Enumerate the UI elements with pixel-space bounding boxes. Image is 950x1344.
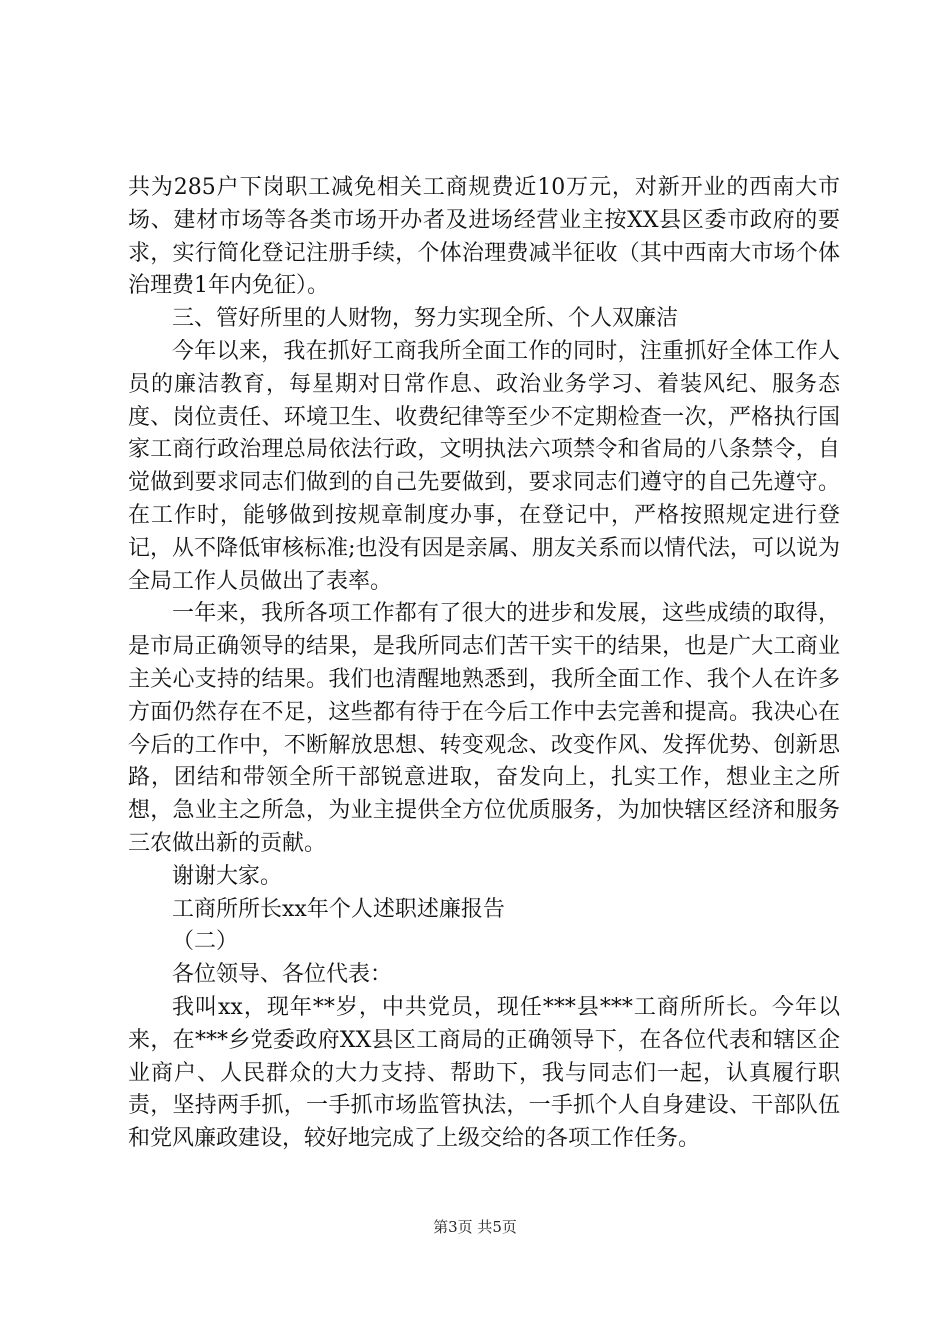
- page-number-footer: 第3页 共5页: [433, 1218, 517, 1236]
- paragraph-thanks: 谢谢大家。: [172, 863, 283, 889]
- paragraph-self-introduction: 我叫xx，现年**岁，中共党员，现任***县***工商所所长。今年以来，在***乡党委政府XX县区工商局的正确领导下，在各位代表和辖区企业商户、人民群众的大力支持、帮助下，我与同志们一起，认真履行职责，坚持两手抓，一手抓市场监管执法，一手抓个人自身建设、干部队伍和党风廉政建设，较好地完成了上级交给的各项工作任务。: [128, 994, 840, 1152]
- document-body: [128, 172, 840, 1156]
- salutation: 各位领导、各位代表：: [172, 962, 393, 988]
- paragraph-integrity-education: 今年以来，我在抓好工商我所全面工作的同时，注重抓好全体工作人员的廉洁教育，每星期对日常作息、政治业务学习、着装风纪、服务态度、岗位责任、环境卫生、收费纪律等至少不定期检查一次，严格执行国家工商行政治理总局依法行政，文明执法六项禁令和省局的八条禁令，自觉做到要求同志们做到的自己先要做到，要求同志们遵守的自己先遵守。在工作时，能够做到按规章制度办事，在登记中，严格按照规定进行登记，从不降低审核标准;也没有因是亲属、朋友关系而以情代法，可以说为全局工作人员做出了表率。: [128, 338, 840, 594]
- paragraph-year-summary: 一年来，我所各项工作都有了很大的进步和发展，这些成绩的取得，是市局正确领导的结果，是我所同志们苦干实干的结果，也是广大工商业主关心支持的结果。我们也清醒地熟悉到，我所全面工作、我个人在许多方面仍然存在不足，这些都有待于在今后工作中去完善和提高。我决心在今后的工作中，不断解放思想、转变观念、改变作风、发挥优势、创新思路，团结和带领全所干部锐意进取，奋发向上，扎实工作，想业主之所想，急业主之所急，为业主提供全方位优质服务，为加快辖区经济和服务三农做出新的贡献。: [128, 601, 840, 856]
- section-heading-integrity: 三、管好所里的人财物，努力实现全所、个人双廉洁: [172, 306, 679, 332]
- report-subtitle: （二）: [172, 929, 239, 955]
- paragraph-fee-reduction: 共为285户下岗职工减免相关工商规费近10万元，对新开业的西南大市场、建材市场等各类市场开办者及进场经营业主按XX县区委市政府的要求，实行简化登记注册手续，个体治理费减半征收（其中西南大市场个体治理费1年内免征）。: [128, 175, 840, 299]
- report-title: 工商所所长xx年个人述职述廉报告: [172, 896, 505, 922]
